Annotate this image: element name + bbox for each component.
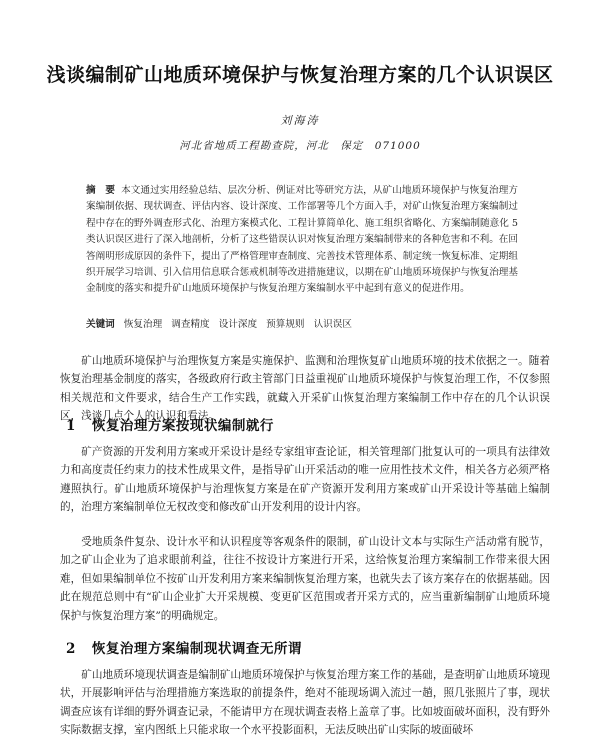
section-1-heading bbox=[66, 414, 274, 434]
keywords-label: 关键词 bbox=[86, 319, 115, 330]
author-affiliation: 河北省地质工程勘查院，河北 保定 071000 bbox=[179, 140, 421, 152]
intro-paragraph: 矿山地质环境保护与治理恢复方案是实施保护、监测和治理恢复矿山地质环境的技术依据之一。随着恢复治理基金制度的落实，各级政府行政主管部门日益重视矿山地质环境保护与恢复治理工作，不仅参照相关规范和文件要求，结合生产工作实践，就藏入开采矿山恢复治理方案编制工作中存在的几个认识误区，浅谈几点个人的认识和看法。 bbox=[60, 355, 550, 423]
keyword-item: 调查精度 bbox=[171, 319, 210, 330]
abstract-label: 摘 要 bbox=[86, 185, 116, 196]
keyword-item: 设计深度 bbox=[218, 319, 258, 330]
abstract-text: 本文通过实用经验总结、层次分析、例证对比等研究方法，从矿山地质环境保护与恢复治理方案编制依据、现状调查、评估内容、设计深度、工作部署等几个方面入手，对矿山恢复治理方案编制过程中存在的野外调查形式化、治理方案模式化、工程计算简单化、施工组织省略化、方案编制随意化 5 类认识误区进行了深入地剖析，分析了这些错误认识对恢复治理方案编制带来的各种危害和不利。在回答阐明形成原因的条件下，提出了严格管理审查制度、完善技术管理体系、制定统一恢复标准、定期组织开展学习培训、引入信用信息联合惩戒机制等改进措施建议，以期在矿山地质环境保护与恢复治理基金制度的落实和提升矿山地质环境保护与恢复治理方案编制水平中起到有意义的促进作用。 bbox=[86, 185, 519, 295]
paper-title: 浅谈编制矿山地质环境保护与恢复治理方案的几个认识误区 bbox=[46, 64, 554, 86]
keywords-block bbox=[86, 318, 518, 332]
section-title: 恢复治理方案按现状编制就行 bbox=[91, 418, 274, 434]
keyword-item: 认识误区 bbox=[313, 319, 352, 330]
keyword-item: 恢复治理 bbox=[123, 319, 163, 330]
section-number: 1 bbox=[66, 418, 76, 434]
section-1-paragraph-2: 受地质条件复杂、设计水平和认识程度等客观条件的限制，矿山设计文本与实际生产活动常有脱节，加之矿山企业为了追求眼前利益，往往不按设计方案进行开采，这给恢复治理方案编制工作带来很大困难，但如果编制单位不按矿山开发利用方案来编制恢复治理方案，也就失去了该方案存在的依据基础。因此在规范总则中有“矿山企业扩大开采规模、变更矿区范围或者开采方式的，应当重新编制矿山地质环境保护与恢复治理方案”的明确规定。 bbox=[60, 536, 550, 622]
keyword-item: 预算规则 bbox=[266, 319, 305, 330]
section-number: 2 bbox=[66, 641, 76, 657]
section-2-heading bbox=[66, 637, 302, 657]
section-1-paragraph-1: 矿产资源的开发利用方案或开采设计是经专家组审查论证，相关管理部门批复认可的一项具有法律效力和高度责任约束力的技术性成果文件，是指导矿山开采活动的唯一应用性技术文件，相关各方必须严格遵照执行。矿山地质环境保护与治理恢复方案是在矿产资源开发利用方案或矿山开采设计等基础上编制的，治理方案编制单位无权改变和修改矿山开发利用的设计内容。 bbox=[60, 446, 550, 514]
author-name: 刘海涛 bbox=[280, 114, 320, 127]
section-title: 恢复治理方案编制现状调查无所谓 bbox=[91, 641, 302, 657]
section-2-paragraph-1: 矿山地质环境现状调查是编制矿山地质环境保护与恢复治理方案工作的基础，是查明矿山地质环境现状，开展影响评估与治理措施方案选取的前提条件，绝对不能现场调入流过一趟，照几张照片了事，现状调查应该有详细的野外调查记录，不能请甲方在现状调查表格上盖章了事。比如坡面破坏面积，没有野外实际数据支撑，室内图纸上只能求取一个水平投影面积，无法反映出矿山实际的坡面破坏 bbox=[60, 669, 550, 737]
abstract-block bbox=[86, 183, 518, 298]
